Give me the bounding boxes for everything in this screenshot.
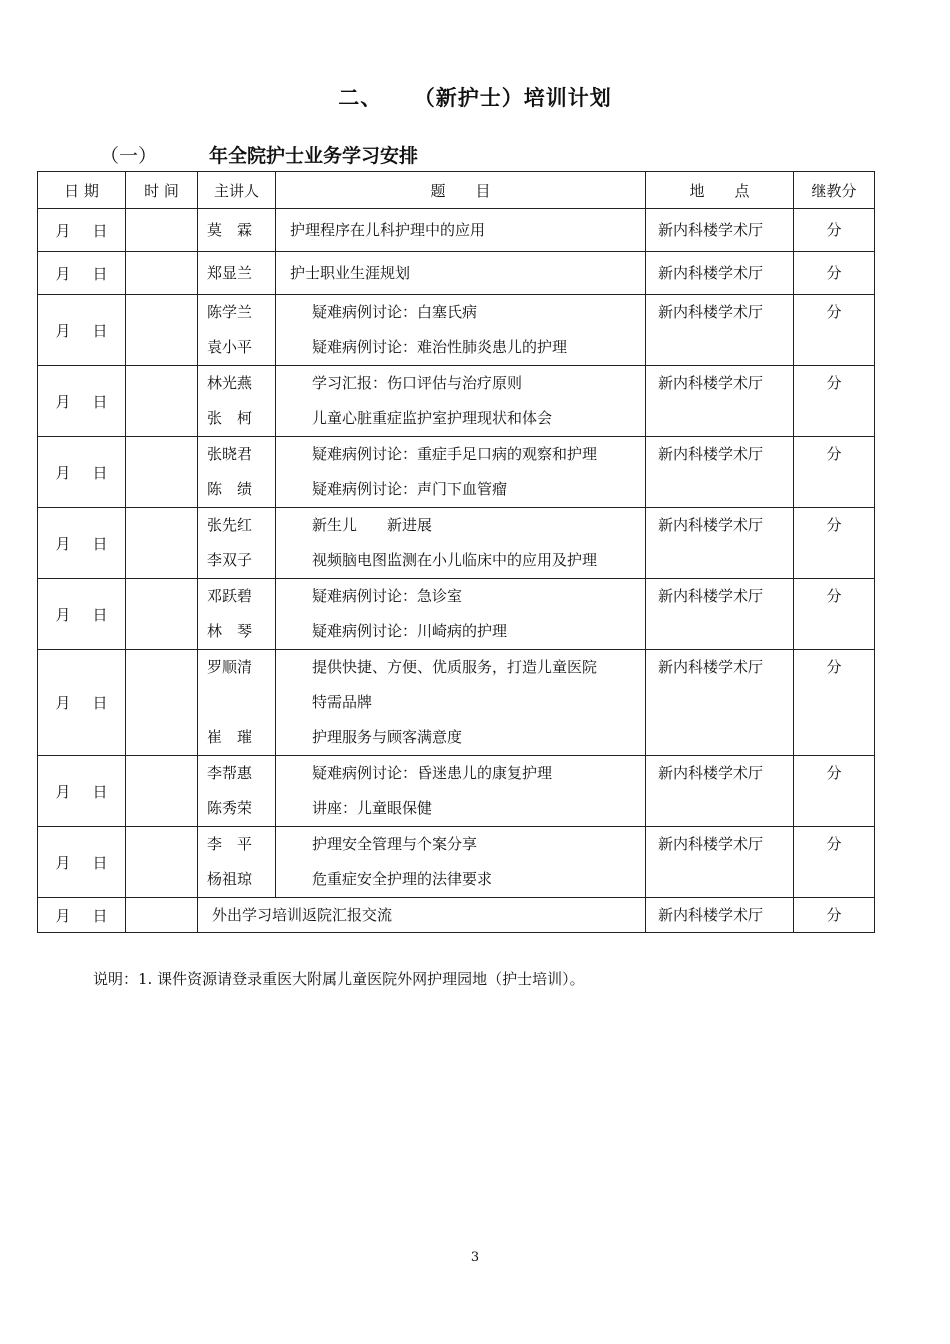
date-month: 月 xyxy=(55,782,71,801)
speaker-name: 罗顺清 xyxy=(207,658,253,676)
location-text: 新内科楼学术厅 xyxy=(658,516,764,534)
speaker-lines xyxy=(207,366,275,436)
speaker-name: 崔 璀 xyxy=(207,728,253,746)
location-text: 新内科楼学术厅 xyxy=(658,264,764,282)
date-cell xyxy=(38,898,126,933)
credit-cell xyxy=(794,756,875,827)
credit-text: 分 xyxy=(826,221,842,239)
speaker-lines xyxy=(207,437,275,507)
credit-cell xyxy=(794,437,875,508)
table-row xyxy=(38,437,875,508)
credit-text: 分 xyxy=(826,303,842,321)
topic-lines xyxy=(312,437,645,507)
topic-cell xyxy=(276,827,646,898)
table-row xyxy=(38,252,875,295)
credit-cell xyxy=(794,366,875,437)
topic-lines xyxy=(312,650,645,755)
topic-text: 护理程序在儿科护理中的应用 xyxy=(290,221,486,239)
table-header-row xyxy=(38,172,875,209)
table-row xyxy=(38,756,875,827)
date-day: 日 xyxy=(92,264,108,283)
speaker-name: 郑显兰 xyxy=(207,264,253,282)
speaker-name xyxy=(207,685,275,720)
location-text: 新内科楼学术厅 xyxy=(658,587,764,605)
location-lines xyxy=(658,252,793,294)
date-month: 月 xyxy=(55,463,71,482)
date-cell xyxy=(38,508,126,579)
credit-lines xyxy=(794,508,874,543)
date-month: 月 xyxy=(55,906,71,925)
location-lines xyxy=(658,898,793,932)
topic-lines xyxy=(212,898,645,932)
location-text: 新内科楼学术厅 xyxy=(658,906,764,924)
credit-lines xyxy=(794,366,874,401)
title-number: 二、 xyxy=(338,86,383,110)
date-month: 月 xyxy=(55,694,71,712)
credit-text: 分 xyxy=(826,764,842,782)
topic-text: 疑难病例讨论：难治性肺炎患儿的护理 xyxy=(312,338,568,356)
speaker-lines xyxy=(207,508,275,578)
credit-text: 分 xyxy=(826,587,842,605)
time-cell xyxy=(126,508,198,579)
page-number: 3 xyxy=(470,1250,480,1265)
topic-text: 新生儿 新进展 xyxy=(312,516,433,534)
header-date: 日 期 xyxy=(38,172,126,209)
date-cell xyxy=(38,756,126,827)
speaker-cell xyxy=(198,366,276,437)
time-cell xyxy=(126,579,198,650)
credit-cell xyxy=(794,252,875,295)
date-cell xyxy=(38,437,126,508)
location-cell xyxy=(646,366,794,437)
schedule-table xyxy=(37,171,875,933)
speaker-lines xyxy=(207,579,275,649)
speaker-name: 杨祖琼 xyxy=(207,870,253,888)
speaker-cell xyxy=(198,756,276,827)
date-cell xyxy=(38,209,126,252)
location-cell xyxy=(646,209,794,252)
speaker-name: 林光燕 xyxy=(207,374,253,392)
credit-lines xyxy=(794,579,874,614)
date-cell xyxy=(38,252,126,295)
topic-cell xyxy=(276,209,646,252)
date-day: 日 xyxy=(92,321,108,340)
topic-cell xyxy=(276,295,646,366)
location-text: 新内科楼学术厅 xyxy=(658,303,764,321)
header-location: 地 点 xyxy=(646,172,794,209)
credit-text: 分 xyxy=(826,835,842,853)
location-cell xyxy=(646,252,794,295)
date-month: 月 xyxy=(55,605,71,624)
date-month: 月 xyxy=(55,321,71,340)
table-row xyxy=(38,579,875,650)
table-row xyxy=(38,209,875,252)
location-lines xyxy=(658,650,793,685)
location-text: 新内科楼学术厅 xyxy=(658,835,764,853)
location-lines xyxy=(658,827,793,862)
header-speaker: 主讲人 xyxy=(198,172,276,209)
table-row xyxy=(38,650,875,756)
section-text: 年全院护士业务学习安排 xyxy=(209,145,419,167)
speaker-cell xyxy=(198,579,276,650)
table-row xyxy=(38,827,875,898)
location-cell xyxy=(646,827,794,898)
header-time: 时 间 xyxy=(126,172,198,209)
location-lines xyxy=(658,579,793,614)
topic-cell xyxy=(276,508,646,579)
header-credit: 继教分 xyxy=(794,172,875,209)
date-day: 日 xyxy=(92,221,108,240)
topic-lines xyxy=(312,366,645,436)
credit-text: 分 xyxy=(826,445,842,463)
topic-text: 疑难病例讨论：白塞氏病 xyxy=(312,303,478,321)
location-lines xyxy=(658,295,793,330)
speaker-cell xyxy=(198,295,276,366)
speaker-lines xyxy=(207,650,275,755)
topic-text: 讲座：儿童眼保健 xyxy=(312,799,433,817)
topic-lines xyxy=(312,295,645,365)
topic-text: 疑难病例讨论：声门下血管瘤 xyxy=(312,480,508,498)
credit-lines xyxy=(794,209,874,251)
speaker-name: 陈秀荣 xyxy=(207,799,253,817)
table-row xyxy=(38,295,875,366)
date-month: 月 xyxy=(55,221,71,240)
location-cell xyxy=(646,898,794,933)
topic-text: 学习汇报：伤口评估与治疗原则 xyxy=(312,374,523,392)
time-cell xyxy=(126,650,198,756)
date-cell xyxy=(38,366,126,437)
date-month: 月 xyxy=(55,853,71,872)
credit-lines xyxy=(794,437,874,472)
topic-text: 提供快捷、方便、优质服务，打造儿童医院 xyxy=(312,658,598,676)
time-cell xyxy=(126,366,198,437)
date-month: 月 xyxy=(55,534,71,553)
location-text: 新内科楼学术厅 xyxy=(658,374,764,392)
location-lines xyxy=(658,437,793,472)
time-cell xyxy=(126,437,198,508)
location-lines xyxy=(658,508,793,543)
speaker-name: 张 柯 xyxy=(207,409,253,427)
credit-cell xyxy=(794,579,875,650)
credit-cell xyxy=(794,508,875,579)
title-text: （新护士）培训计划 xyxy=(424,86,612,110)
topic-text: 疑难病例讨论：重症手足口病的观察和护理 xyxy=(312,445,598,463)
time-cell xyxy=(126,898,198,933)
date-day: 日 xyxy=(92,853,108,872)
credit-cell xyxy=(794,898,875,933)
credit-lines xyxy=(794,295,874,330)
topic-text: 护理安全管理与个案分享 xyxy=(312,835,478,853)
credit-text: 分 xyxy=(826,264,842,282)
speaker-lines xyxy=(207,827,275,897)
credit-text: 分 xyxy=(826,516,842,534)
credit-cell xyxy=(794,209,875,252)
speaker-name: 邓跃碧 xyxy=(207,587,253,605)
table-row xyxy=(38,366,875,437)
speaker-name: 莫 霖 xyxy=(207,221,253,239)
date-day: 日 xyxy=(92,906,108,925)
table-body xyxy=(38,209,875,933)
time-cell xyxy=(126,756,198,827)
speaker-cell xyxy=(198,252,276,295)
topic-text: 儿童心脏重症监护室护理现状和体会 xyxy=(312,409,553,427)
topic-lines xyxy=(290,252,645,294)
credit-cell xyxy=(794,295,875,366)
location-cell xyxy=(646,437,794,508)
date-day: 日 xyxy=(92,392,108,411)
location-lines xyxy=(658,756,793,791)
speaker-name: 李 平 xyxy=(207,835,253,853)
date-day: 日 xyxy=(92,463,108,482)
date-month: 月 xyxy=(55,392,71,411)
time-cell xyxy=(126,252,198,295)
speaker-name: 李双子 xyxy=(207,551,253,569)
credit-cell xyxy=(794,827,875,898)
location-cell xyxy=(646,508,794,579)
credit-text: 分 xyxy=(826,658,842,676)
credit-lines xyxy=(794,650,874,685)
speaker-cell xyxy=(198,827,276,898)
topic-cell xyxy=(276,437,646,508)
topic-text: 疑难病例讨论：川崎病的护理 xyxy=(312,622,508,640)
speaker-lines xyxy=(207,252,275,294)
topic-text: 疑难病例讨论：急诊室 xyxy=(312,587,463,605)
speaker-cell xyxy=(198,508,276,579)
topic-text: 护士职业生涯规划 xyxy=(290,264,411,282)
date-day: 日 xyxy=(92,782,108,801)
topic-cell xyxy=(276,579,646,650)
speaker-cell xyxy=(198,437,276,508)
credit-text: 分 xyxy=(826,906,842,924)
speaker-name: 张先红 xyxy=(207,516,253,534)
credit-lines xyxy=(794,756,874,791)
header-topic: 题 目 xyxy=(276,172,646,209)
time-cell xyxy=(126,295,198,366)
topic-lines xyxy=(312,756,645,826)
location-cell xyxy=(646,295,794,366)
topic-cell xyxy=(276,756,646,827)
topic-lines xyxy=(290,209,645,251)
topic-text: 危重症安全护理的法律要求 xyxy=(312,870,493,888)
date-day: 日 xyxy=(92,605,108,624)
location-cell xyxy=(646,579,794,650)
date-cell xyxy=(38,295,126,366)
table-row xyxy=(38,898,875,933)
merged-topic-cell xyxy=(198,898,646,933)
speaker-name: 袁小平 xyxy=(207,338,253,356)
location-text: 新内科楼学术厅 xyxy=(658,764,764,782)
credit-cell xyxy=(794,650,875,756)
date-month: 月 xyxy=(55,264,71,283)
time-cell xyxy=(126,827,198,898)
speaker-cell xyxy=(198,650,276,756)
topic-text: 特需品牌 xyxy=(312,693,373,711)
date-cell xyxy=(38,827,126,898)
topic-text: 视频脑电图监测在小儿临床中的应用及护理 xyxy=(312,551,598,569)
section-number: （一） xyxy=(100,145,158,167)
credit-lines xyxy=(794,898,874,932)
page-title xyxy=(0,82,950,112)
topic-cell xyxy=(276,252,646,295)
location-cell xyxy=(646,756,794,827)
location-text: 新内科楼学术厅 xyxy=(658,221,764,239)
topic-text: 外出学习培训返院汇报交流 xyxy=(212,906,393,924)
topic-text: 疑难病例讨论：昏迷患儿的康复护理 xyxy=(312,764,553,782)
topic-cell xyxy=(276,650,646,756)
date-cell xyxy=(38,650,126,756)
date-day: 日 xyxy=(92,694,108,712)
location-lines xyxy=(658,366,793,401)
speaker-name: 李帮惠 xyxy=(207,764,253,782)
date-cell xyxy=(38,579,126,650)
location-text: 新内科楼学术厅 xyxy=(658,445,764,463)
table-row xyxy=(38,508,875,579)
speaker-name: 陈学兰 xyxy=(207,303,253,321)
topic-text: 护理服务与顾客满意度 xyxy=(312,728,463,746)
location-text: 新内科楼学术厅 xyxy=(658,658,764,676)
credit-text: 分 xyxy=(826,374,842,392)
speaker-name: 陈 绩 xyxy=(207,480,253,498)
speaker-lines xyxy=(207,295,275,365)
location-cell xyxy=(646,650,794,756)
topic-lines xyxy=(312,827,645,897)
topic-lines xyxy=(312,508,645,578)
topic-cell xyxy=(276,366,646,437)
section-title xyxy=(100,141,418,168)
footnote: 说明：1. 课件资源请登录重医大附属儿童医院外网护理园地（护士培训）。 xyxy=(93,970,585,988)
speaker-cell xyxy=(198,209,276,252)
speaker-name: 张晓君 xyxy=(207,445,253,463)
topic-lines xyxy=(312,579,645,649)
time-cell xyxy=(126,209,198,252)
speaker-name: 林 琴 xyxy=(207,622,253,640)
credit-lines xyxy=(794,252,874,294)
date-day: 日 xyxy=(92,534,108,553)
speaker-lines xyxy=(207,756,275,826)
credit-lines xyxy=(794,827,874,862)
location-lines xyxy=(658,209,793,251)
speaker-lines xyxy=(207,209,275,251)
